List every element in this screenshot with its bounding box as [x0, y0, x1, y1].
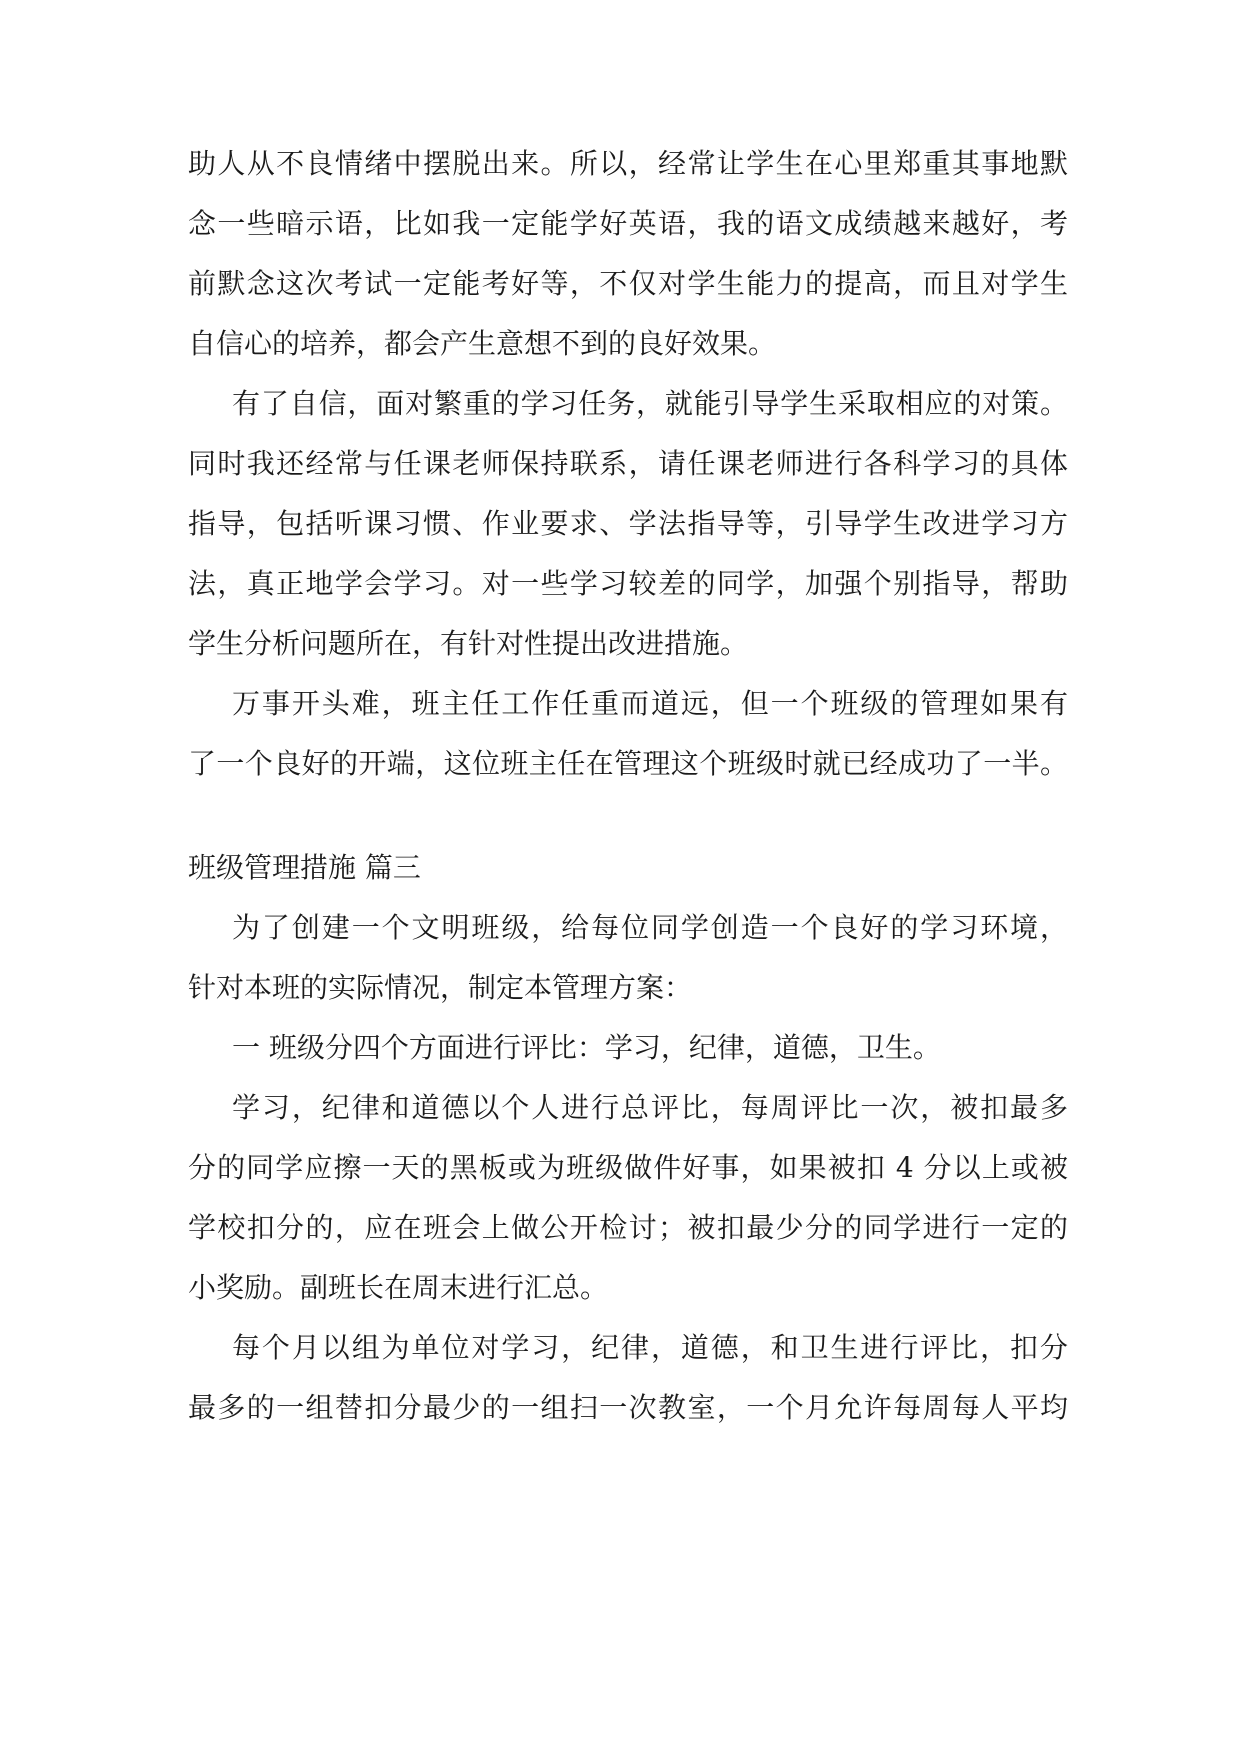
paragraph-line: 学生分析问题所在，有针对性提出改进措施。: [188, 627, 749, 660]
paragraph-line: 学习，纪律和道德以个人进行总评比，每周评比一次，被扣最多: [232, 1091, 1068, 1124]
section-heading: 班级管理措施 篇三: [188, 851, 421, 884]
paragraph-line: 分的同学应擦一天的黑板或为班级做件好事，如果被扣 4 分以上或被: [188, 1151, 1068, 1184]
paragraph-line: 为了创建一个文明班级，给每位同学创造一个良好的学习环境，: [232, 911, 1068, 944]
paragraph-line: 自信心的培养，都会产生意想不到的良好效果。: [188, 327, 777, 360]
paragraph-line: 有了自信，面对繁重的学习任务，就能引导学生采取相应的对策。: [232, 387, 1068, 420]
paragraph-line: 法，真正地学会学习。对一些学习较差的同学，加强个别指导，帮助: [188, 567, 1068, 600]
paragraph-line: 针对本班的实际情况，制定本管理方案：: [188, 971, 693, 1004]
paragraph-line: 念一些暗示语，比如我一定能学好英语，我的语文成绩越来越好，考: [188, 207, 1068, 240]
paragraph-line: 学校扣分的，应在班会上做公开检讨；被扣最少分的同学进行一定的: [188, 1211, 1068, 1244]
paragraph-line: 小奖励。副班长在周末进行汇总。: [188, 1271, 609, 1304]
paragraph-line: 万事开头难，班主任工作任重而道远，但一个班级的管理如果有: [232, 687, 1068, 720]
list-item-line: 一 班级分四个方面进行评比：学习，纪律，道德，卫生。: [232, 1031, 941, 1064]
paragraph-line: 助人从不良情绪中摆脱出来。所以，经常让学生在心里郑重其事地默: [188, 147, 1068, 180]
paragraph-line: 同时我还经常与任课老师保持联系，请任课老师进行各科学习的具体: [188, 447, 1068, 480]
paragraph-line: 前默念这次考试一定能考好等，不仅对学生能力的提高，而且对学生: [188, 267, 1068, 300]
paragraph-line: 每个月以组为单位对学习，纪律，道德，和卫生进行评比，扣分: [232, 1331, 1068, 1364]
paragraph-line: 指导，包括听课习惯、作业要求、学法指导等，引导学生改进学习方: [188, 507, 1068, 540]
paragraph-line: 了一个良好的开端，这位班主任在管理这个班级时就已经成功了一半。: [188, 747, 1068, 780]
paragraph-line: 最多的一组替扣分最少的一组扫一次教室，一个月允许每周每人平均: [188, 1391, 1068, 1424]
